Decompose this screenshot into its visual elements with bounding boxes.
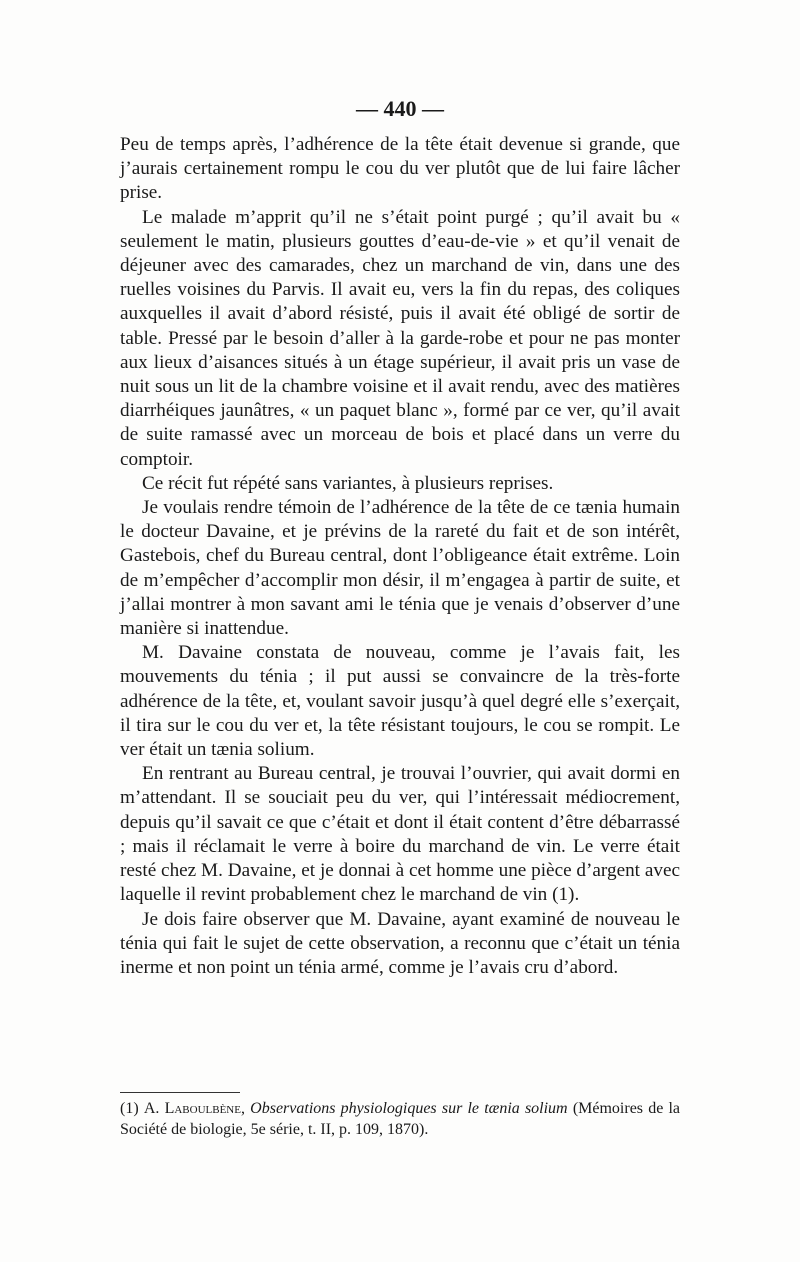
footnote: [120, 1098, 680, 1140]
paragraph: Ce récit fut répété sans variantes, à plusieurs reprises.: [142, 472, 554, 494]
paragraph: En rentrant au Bureau central, je trouvai l’ouvrier, qui avait dormi en m’attendant. Il se souciait peu du ver, qui l’intéressait médiocrement, depuis qu’il savait ce que c’était et dont il était content d’être débarrassé ; mais il réclamait le verre à boire du marchand de vin. Le verre était resté chez M. Davaine, et je donnai à cet homme une pièce d’argent avec laquelle il revint probablement chez le marchand de vin (1).: [120, 763, 680, 906]
footnote-author: A. Laboulbène,: [143, 1100, 245, 1117]
paragraph: M. Davaine constata de nouveau, comme je l’avais fait, les mouvements du ténia ; il put aussi se convaincre de la très-forte adhérence de la tête, et, voulant savoir jusqu’à quel degré elle s’exerçait, il tira sur le cou du ver et, la tête résistant toujours, le cou se rompit. Le ver était un tænia solium.: [120, 642, 680, 761]
footnote-marker: (1): [120, 1100, 139, 1117]
paragraph: Je dois faire observer que M. Davaine, ayant examiné de nouveau le ténia qui fait le sujet de cette observation, a reconnu que c’était un ténia inerme et non point un ténia armé, comme je l’avais cru d’abord.: [120, 908, 680, 978]
paragraph: Peu de temps après, l’adhérence de la tête était devenue si grande, que j’aurais certainement rompu le cou du ver plutôt que de lui faire lâcher prise.: [120, 134, 680, 204]
footnote-divider: [120, 1092, 240, 1093]
page-number: — 440 —: [356, 96, 444, 121]
paragraph: Je voulais rendre témoin de l’adhérence de la tête de ce tænia humain le docteur Davaine, et je prévins de la rareté du fait et de son intérêt, Gastebois, chef du Bureau central, dont l’obligeance était extrême. Loin de m’empêcher d’accomplir mon désir, il m’engagea à partir de suite, et j’allai montrer à mon savant ami le ténia que je venais d’observer d’une manière si inattendue.: [120, 497, 680, 640]
footnote-source: (Mémoires de la Société de biologie, 5e série, t. II, p. 109, 1870).: [120, 1100, 681, 1138]
body-text: [120, 133, 680, 980]
footnote-title: Observations physiologiques sur le tænia solium: [250, 1100, 568, 1117]
paragraph: Le malade m’apprit qu’il ne s’était point purgé ; qu’il avait bu « seulement le matin, plusieurs gouttes d’eau-de-vie » et qu’il venait de déjeuner avec des camarades, chez un marchand de vin, dans une des ruelles voisines du Parvis. Il avait eu, vers la fin du repas, des coliques auxquelles il avait d’abord résisté, puis il avait été obligé de sortir de table. Pressé par le besoin d’aller à la garde-robe et pour ne pas monter aux lieux d’aisances situés à un étage supérieur, il avait pris un vase de nuit sous un lit de la chambre voisine et il avait rendu, avec des matières diarrhéiques jaunâtres, « un paquet blanc », formé par ce ver, qu’il avait de suite ramassé avec un morceau de bois et placé dans un verre du comptoir.: [120, 206, 680, 470]
